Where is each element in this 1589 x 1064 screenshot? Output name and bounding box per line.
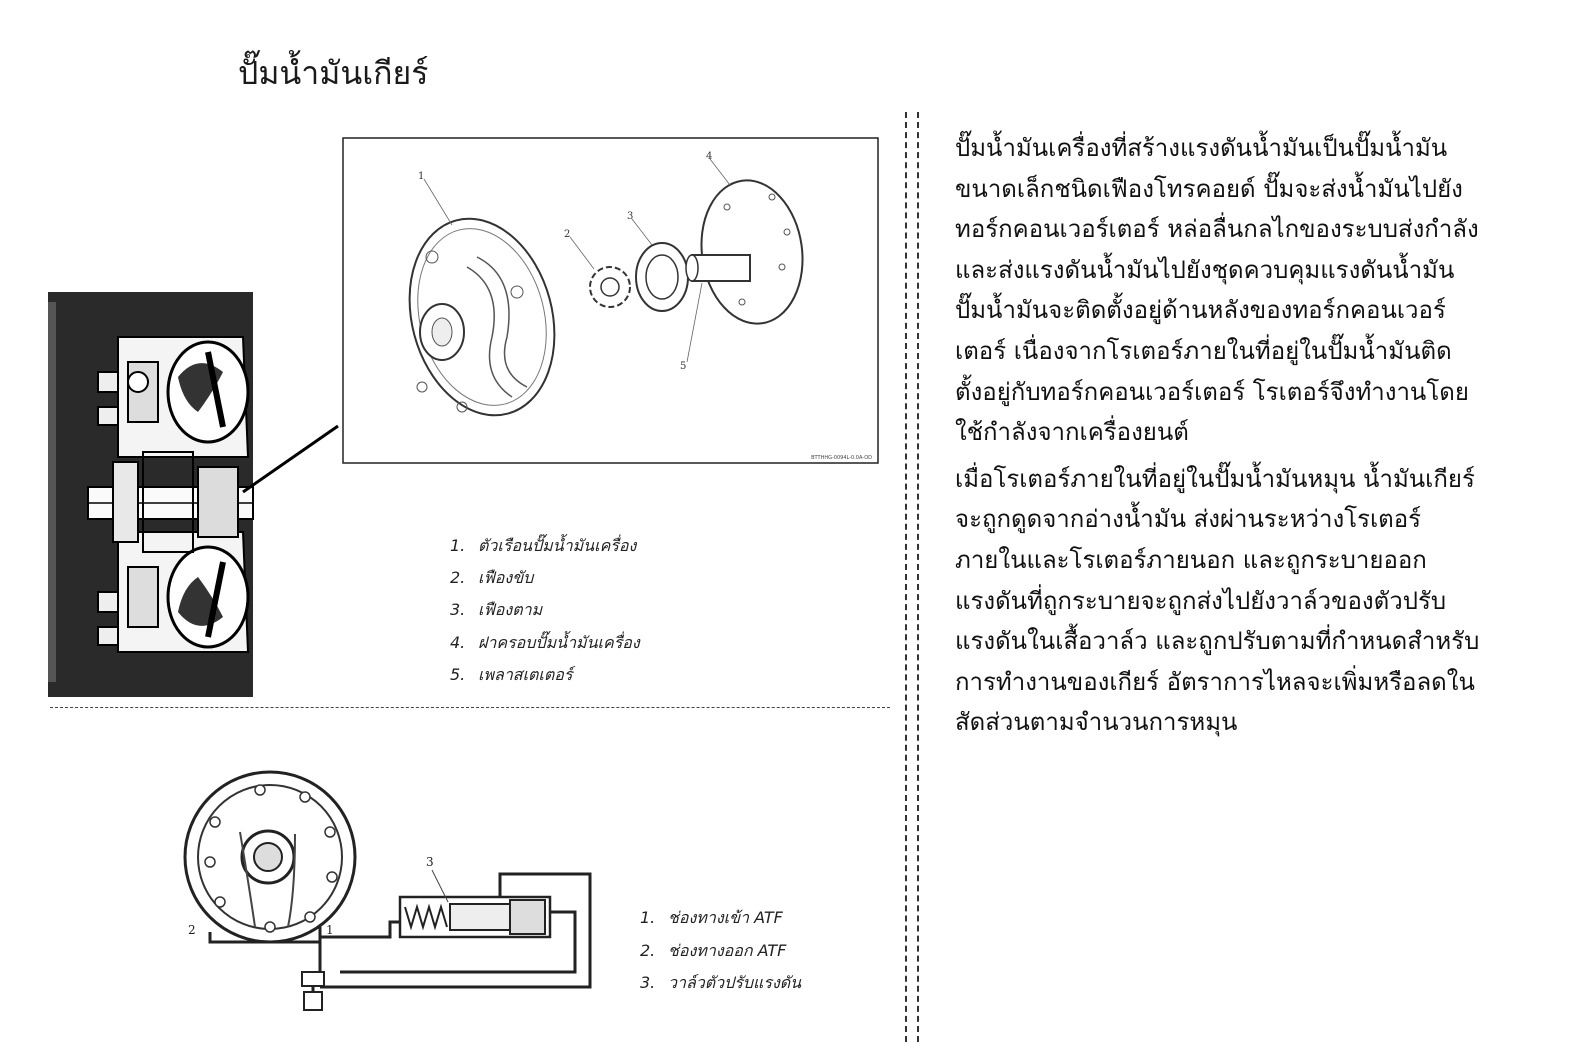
circuit-callout-2: 2 [188, 923, 196, 937]
exploded-callout-4: 4 [706, 151, 713, 162]
exploded-callout-1: 1 [418, 171, 425, 182]
description-column [955, 128, 1555, 749]
exploded-callout-2: 2 [564, 229, 571, 240]
list-item: 1. ช่องทางเข้า ATF [640, 908, 783, 927]
parts-list [450, 530, 640, 691]
description-paragraph-2: เมื่อโรเตอร์ภายในที่อยู่ในปั๊มน้ำมันหมุน น้ำมันเกียร์ จะถูกดูดจากอ่างน้ำมัน ส่งผ่านระหว่างโรเตอร์ ภายในและโรเตอร์ภายนอก และถูกระบายออก แรงดันที่ถูกระบายจะถูกส่งไปยังวาล์วของตัวปรับ แรงดันในเสื้อวาล์ว และถูกปรับตามที่กำหนดสำหรับ การทำงานของเกียร์ อัตราการไหลจะเพิ่มหรือลดใน สัดส่วนตามจำนวนการหมุน [955, 464, 1480, 737]
description-paragraph-1: ปั๊มน้ำมันเครื่องที่สร้างแรงดันน้ำมันเป็นปั๊มน้ำมัน ขนาดเล็กชนิดเฟืองโทรคอยด์ ปั๊มจะส่งน้ำมันไปยัง ทอร์กคอนเวอร์เตอร์ หล่อลื่นกลไกของระบบส่งกำลัง และส่งแรงดันน้ำมันไปยังชุดควบคุมแรงดันน้ำมัน ปั๊มน้ำมันจะติดตั้งอยู่ด้านหลังของทอร์กคอนเวอร์ เตอร์ เนื่องจากโรเตอร์ภายในที่อยู่ในปั๊มน้ำมันติด ตั้งอยู่กับทอร์กคอนเวอร์เตอร์ โรเตอร์จึงทำงานโดย ใช้กำลังจากเครื่องยนต์ [955, 134, 1479, 447]
list-item: 2. เฟืองขับ [450, 568, 534, 588]
exploded-callout-3: 3 [627, 211, 634, 222]
circuit-callout-3: 3 [426, 855, 434, 869]
pump-exploded-view [342, 137, 880, 465]
exploded-caption-code: BTTHHG-0094L-0.0A-OD [811, 455, 872, 461]
transmission-section-illustration [48, 292, 348, 697]
list-item: 2. ช่องทางออก ATF [640, 940, 787, 960]
page-title: ปั๊มน้ำมันเกียร์ [238, 54, 429, 92]
list-item: 3. เฟืองตาม [450, 600, 543, 620]
list-item: 4. ฝาครอบปั๊มน้ำมันเครื่อง [450, 632, 640, 652]
ports-list [640, 902, 801, 1000]
circuit-callout-1: 1 [326, 923, 334, 937]
list-item: 1. ตัวเรือนปั๊มน้ำมันเครื่อง [450, 536, 637, 555]
pump-circuit-diagram [180, 762, 600, 1022]
exploded-callout-5: 5 [680, 361, 687, 372]
list-item: 5. เพลาสเตเตอร์ [450, 664, 573, 684]
vertical-divider [905, 112, 919, 1042]
horizontal-divider [50, 707, 890, 708]
list-item: 3. วาล์วตัวปรับแรงดัน [640, 973, 802, 992]
